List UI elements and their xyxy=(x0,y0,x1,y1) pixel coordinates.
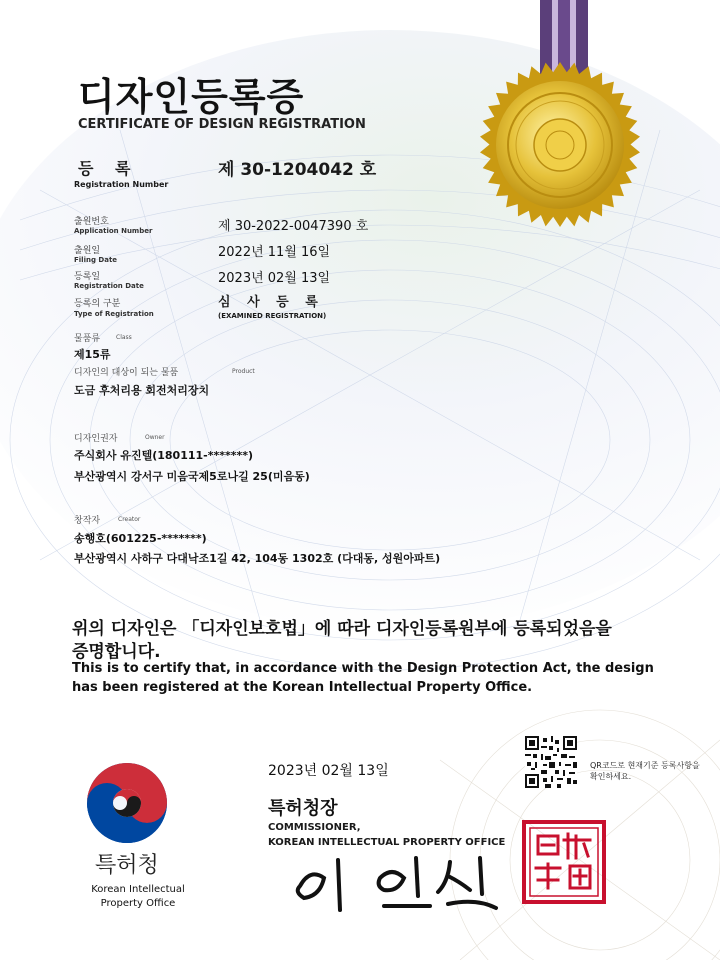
commissioner-title-english-line1: COMMISSIONER, xyxy=(268,822,361,833)
kipo-taegeuk-logo-icon xyxy=(82,758,172,848)
creator-name: 송행호(601225-*******) xyxy=(74,532,207,545)
certification-statement-english-line2: has been registered at the Korean Intellectual Property Office. xyxy=(72,680,533,695)
kipo-name-korean: 특허청 xyxy=(95,853,159,878)
product-label-english: Product xyxy=(232,368,255,375)
class-label: 물품류 xyxy=(74,334,101,344)
registration-date-value: 2023년 02월 13일 xyxy=(218,271,331,286)
filing-date-value: 2022년 11월 16일 xyxy=(218,245,331,260)
commissioner-title-korean: 특허청장 xyxy=(268,798,338,819)
class-label-english: Class xyxy=(116,334,132,341)
qr-instruction-text: QR코드로 현재기준 등록사항을 확인하세요. xyxy=(590,761,700,781)
registration-label-english: Registration Number xyxy=(74,180,169,189)
commissioner-signature xyxy=(280,848,510,918)
owner-address: 부산광역시 강서구 미음국제5로나길 25(미음동) xyxy=(74,470,310,483)
creator-label-english: Creator xyxy=(118,516,141,523)
certification-statement-english-line1: This is to certify that, in accordance with the Design Protection Act, the design xyxy=(72,661,654,676)
commissioner-title-english-line2: KOREAN INTELLECTUAL PROPERTY OFFICE xyxy=(268,837,506,848)
registration-type-value-english: (EXAMINED REGISTRATION) xyxy=(218,312,327,320)
kipo-name-english: Korean Intellectual Property Office xyxy=(91,884,185,909)
product-value: 도금 후처리용 회전처리장치 xyxy=(74,384,210,397)
creator-address: 부산광역시 사하구 다대낙조1길 42, 104동 1302호 (다대동, 성원아파트) xyxy=(74,552,441,565)
certificate-title-english: CERTIFICATE OF DESIGN REGISTRATION xyxy=(78,117,366,132)
registration-type-label-english: Type of Registration xyxy=(74,310,154,318)
registration-number: 제 30-1204042 호 xyxy=(218,160,377,180)
registration-date-label-english: Registration Date xyxy=(74,282,144,290)
application-number-label-english: Application Number xyxy=(74,227,153,235)
qr-code-icon[interactable] xyxy=(525,736,577,788)
product-label: 디자인의 대상이 되는 물품 xyxy=(74,368,179,378)
class-value: 제15류 xyxy=(74,348,111,361)
certificate-title: 디자인등록증 xyxy=(78,75,305,119)
registration-type-value: 심 사 등 록 xyxy=(218,295,324,310)
creator-label: 창작자 xyxy=(74,516,101,526)
application-number-label: 출원번호 xyxy=(74,217,109,227)
gold-seal-icon xyxy=(475,60,645,230)
certification-statement-korean-line1: 위의 디자인은 「디자인보호법」에 따라 디자인등록원부에 등록되었음을 xyxy=(72,619,612,639)
certification-statement-korean-line2: 증명합니다. xyxy=(72,642,161,662)
filing-date-label-english: Filing Date xyxy=(74,256,118,264)
owner-name: 주식회사 유진텔(180111-*******) xyxy=(74,449,254,462)
registration-date-label: 등록일 xyxy=(74,272,101,282)
registration-label: 등 록 xyxy=(78,159,139,178)
filing-date-label: 출원일 xyxy=(74,246,101,256)
registration-type-label: 등록의 구분 xyxy=(74,299,121,309)
owner-label: 디자인권자 xyxy=(74,434,118,444)
owner-label-english: Owner xyxy=(145,434,165,441)
application-number-value: 제 30-2022-0047390 호 xyxy=(218,219,369,234)
official-red-seal-icon xyxy=(520,818,608,906)
issue-date: 2023년 02월 13일 xyxy=(268,763,389,779)
